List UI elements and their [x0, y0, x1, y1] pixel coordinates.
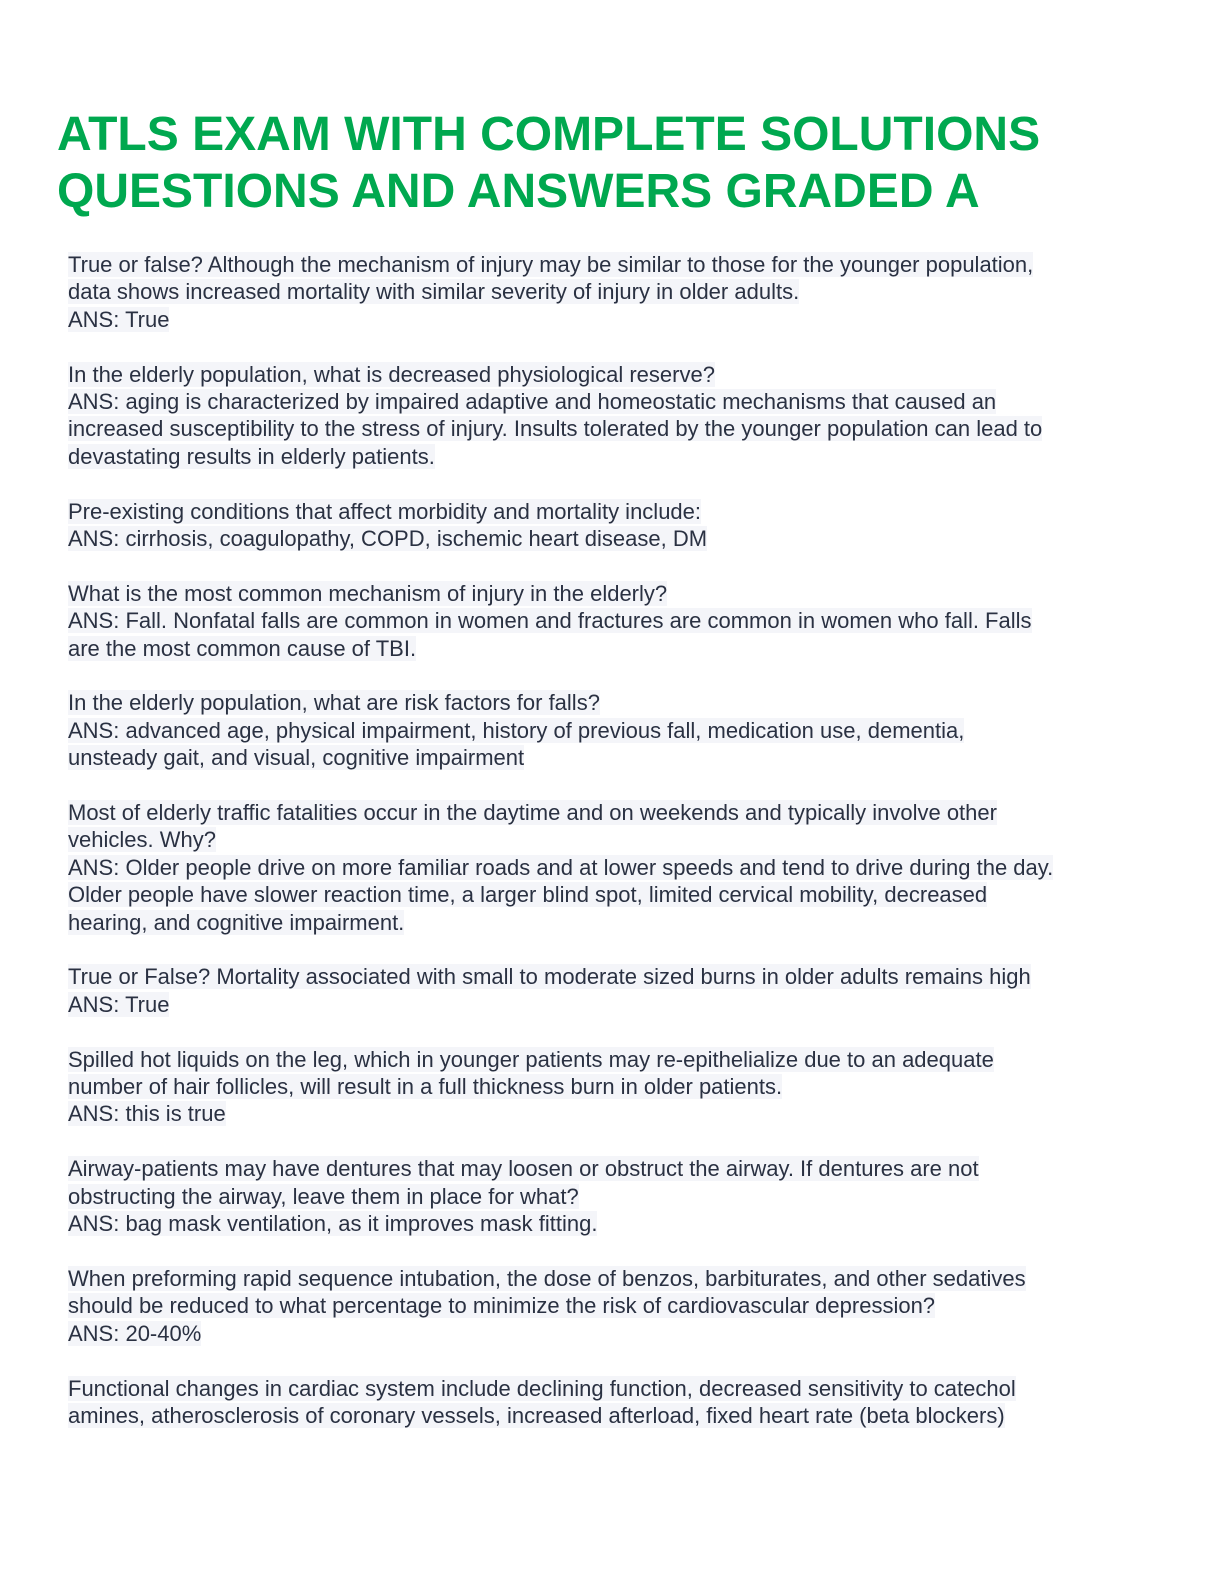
qa-item — [68, 1265, 1168, 1347]
qa-item — [68, 963, 1168, 1018]
qa-line — [68, 717, 1168, 744]
qa-line — [68, 635, 1168, 662]
answer-text: ANS: cirrhosis, coagulopathy, COPD, ischemic heart disease, DM — [68, 526, 708, 552]
question-text: When preforming rapid sequence intubation, the dose of benzos, barbiturates, and other sedatives — [68, 1265, 1026, 1291]
qa-line — [68, 1402, 1168, 1429]
qa-item — [68, 689, 1168, 771]
qa-line — [68, 415, 1168, 442]
qa-item — [68, 498, 1168, 553]
qa-line — [68, 278, 1168, 305]
question-text: amines, atherosclerosis of coronary vessels, increased afterload, fixed heart rate (beta blockers) — [68, 1402, 1005, 1428]
answer-text: hearing, and cognitive impairment. — [68, 909, 405, 935]
qa-line — [68, 1320, 1168, 1347]
answer-text: ANS: 20-40% — [68, 1320, 202, 1346]
page-title — [57, 106, 1177, 220]
qa-line — [68, 251, 1168, 278]
question-text: vehicles. Why? — [68, 827, 216, 853]
qa-line — [68, 361, 1168, 388]
qa-line — [68, 1100, 1168, 1127]
answer-text: ANS: advanced age, physical impairment, history of previous fall, medication use, dementia, — [68, 717, 965, 743]
qa-line — [68, 1265, 1168, 1292]
qa-line — [68, 799, 1168, 826]
qa-line — [68, 607, 1168, 634]
qa-list — [68, 251, 1168, 1457]
question-text: Spilled hot liquids on the leg, which in younger patients may re-epithelialize due to an adequate — [68, 1046, 994, 1072]
question-text: Most of elderly traffic fatalities occur in the daytime and on weekends and typically involve other — [68, 800, 997, 826]
qa-line — [68, 1292, 1168, 1319]
qa-item — [68, 1155, 1168, 1237]
answer-text: ANS: aging is characterized by impaired adaptive and homeostatic mechanisms that caused an — [68, 389, 997, 415]
qa-line — [68, 689, 1168, 716]
answer-text: devastating results in elderly patients. — [68, 443, 435, 469]
qa-line — [68, 443, 1168, 470]
qa-item — [68, 1375, 1168, 1430]
answer-text: Older people have slower reaction time, a larger blind spot, limited cervical mobility, decreased — [68, 882, 988, 908]
answer-text: ANS: True — [68, 991, 170, 1017]
qa-line — [68, 991, 1168, 1018]
qa-line — [68, 525, 1168, 552]
qa-item — [68, 799, 1168, 936]
qa-line — [68, 388, 1168, 415]
question-text: True or false? Although the mechanism of injury may be similar to those for the younger population, — [68, 252, 1034, 277]
qa-line — [68, 498, 1168, 525]
page-title-line: ATLS EXAM WITH COMPLETE SOLUTIONS — [57, 108, 1041, 161]
qa-item — [68, 251, 1168, 333]
qa-item — [68, 580, 1168, 662]
qa-line — [68, 1210, 1168, 1237]
question-text: should be reduced to what percentage to minimize the risk of cardiovascular depression? — [68, 1293, 936, 1319]
question-text: What is the most common mechanism of injury in the elderly? — [68, 580, 668, 606]
answer-text: ANS: True — [68, 306, 170, 332]
qa-line — [68, 1046, 1168, 1073]
question-text: In the elderly population, what are risk factors for falls? — [68, 690, 600, 716]
page-title-line: QUESTIONS AND ANSWERS GRADED A — [57, 165, 980, 218]
qa-line — [68, 580, 1168, 607]
answer-text: increased susceptibility to the stress of injury. Insults tolerated by the younger population can lead to — [68, 416, 1043, 442]
question-text: True or False? Mortality associated with small to moderate sized burns in older adults remains high — [68, 964, 1031, 990]
question-text: number of hair follicles, will result in a full thickness burn in older patients. — [68, 1074, 783, 1100]
qa-line — [68, 881, 1168, 908]
question-text: Airway-patients may have dentures that may loosen or obstruct the airway. If dentures are not — [68, 1156, 979, 1182]
qa-line — [68, 744, 1168, 771]
qa-line — [68, 826, 1168, 853]
qa-line — [68, 1155, 1168, 1182]
answer-text: ANS: bag mask ventilation, as it improves mask fitting. — [68, 1211, 598, 1237]
answer-text: ANS: Older people drive on more familiar roads and at lower speeds and tend to drive during the day. — [68, 854, 1054, 880]
qa-line — [68, 1183, 1168, 1210]
answer-text: are the most common cause of TBI. — [68, 635, 417, 661]
qa-item — [68, 1046, 1168, 1128]
question-text: In the elderly population, what is decreased physiological reserve? — [68, 361, 715, 387]
qa-line — [68, 909, 1168, 936]
question-text: obstructing the airway, leave them in place for what? — [68, 1183, 579, 1209]
answer-text: ANS: this is true — [68, 1101, 226, 1127]
question-text: Pre-existing conditions that affect morbidity and mortality include: — [68, 498, 702, 524]
question-text: Functional changes in cardiac system include declining function, decreased sensitivity to catechol — [68, 1375, 1016, 1401]
qa-item — [68, 361, 1168, 471]
qa-line — [68, 854, 1168, 881]
answer-text: unsteady gait, and visual, cognitive impairment — [68, 745, 525, 771]
question-text: data shows increased mortality with similar severity of injury in older adults. — [68, 279, 800, 305]
qa-line — [68, 1375, 1168, 1402]
answer-text: ANS: Fall. Nonfatal falls are common in women and fractures are common in women who fall. Falls — [68, 608, 1032, 634]
qa-line — [68, 963, 1168, 990]
qa-line — [68, 1073, 1168, 1100]
qa-line — [68, 306, 1168, 333]
